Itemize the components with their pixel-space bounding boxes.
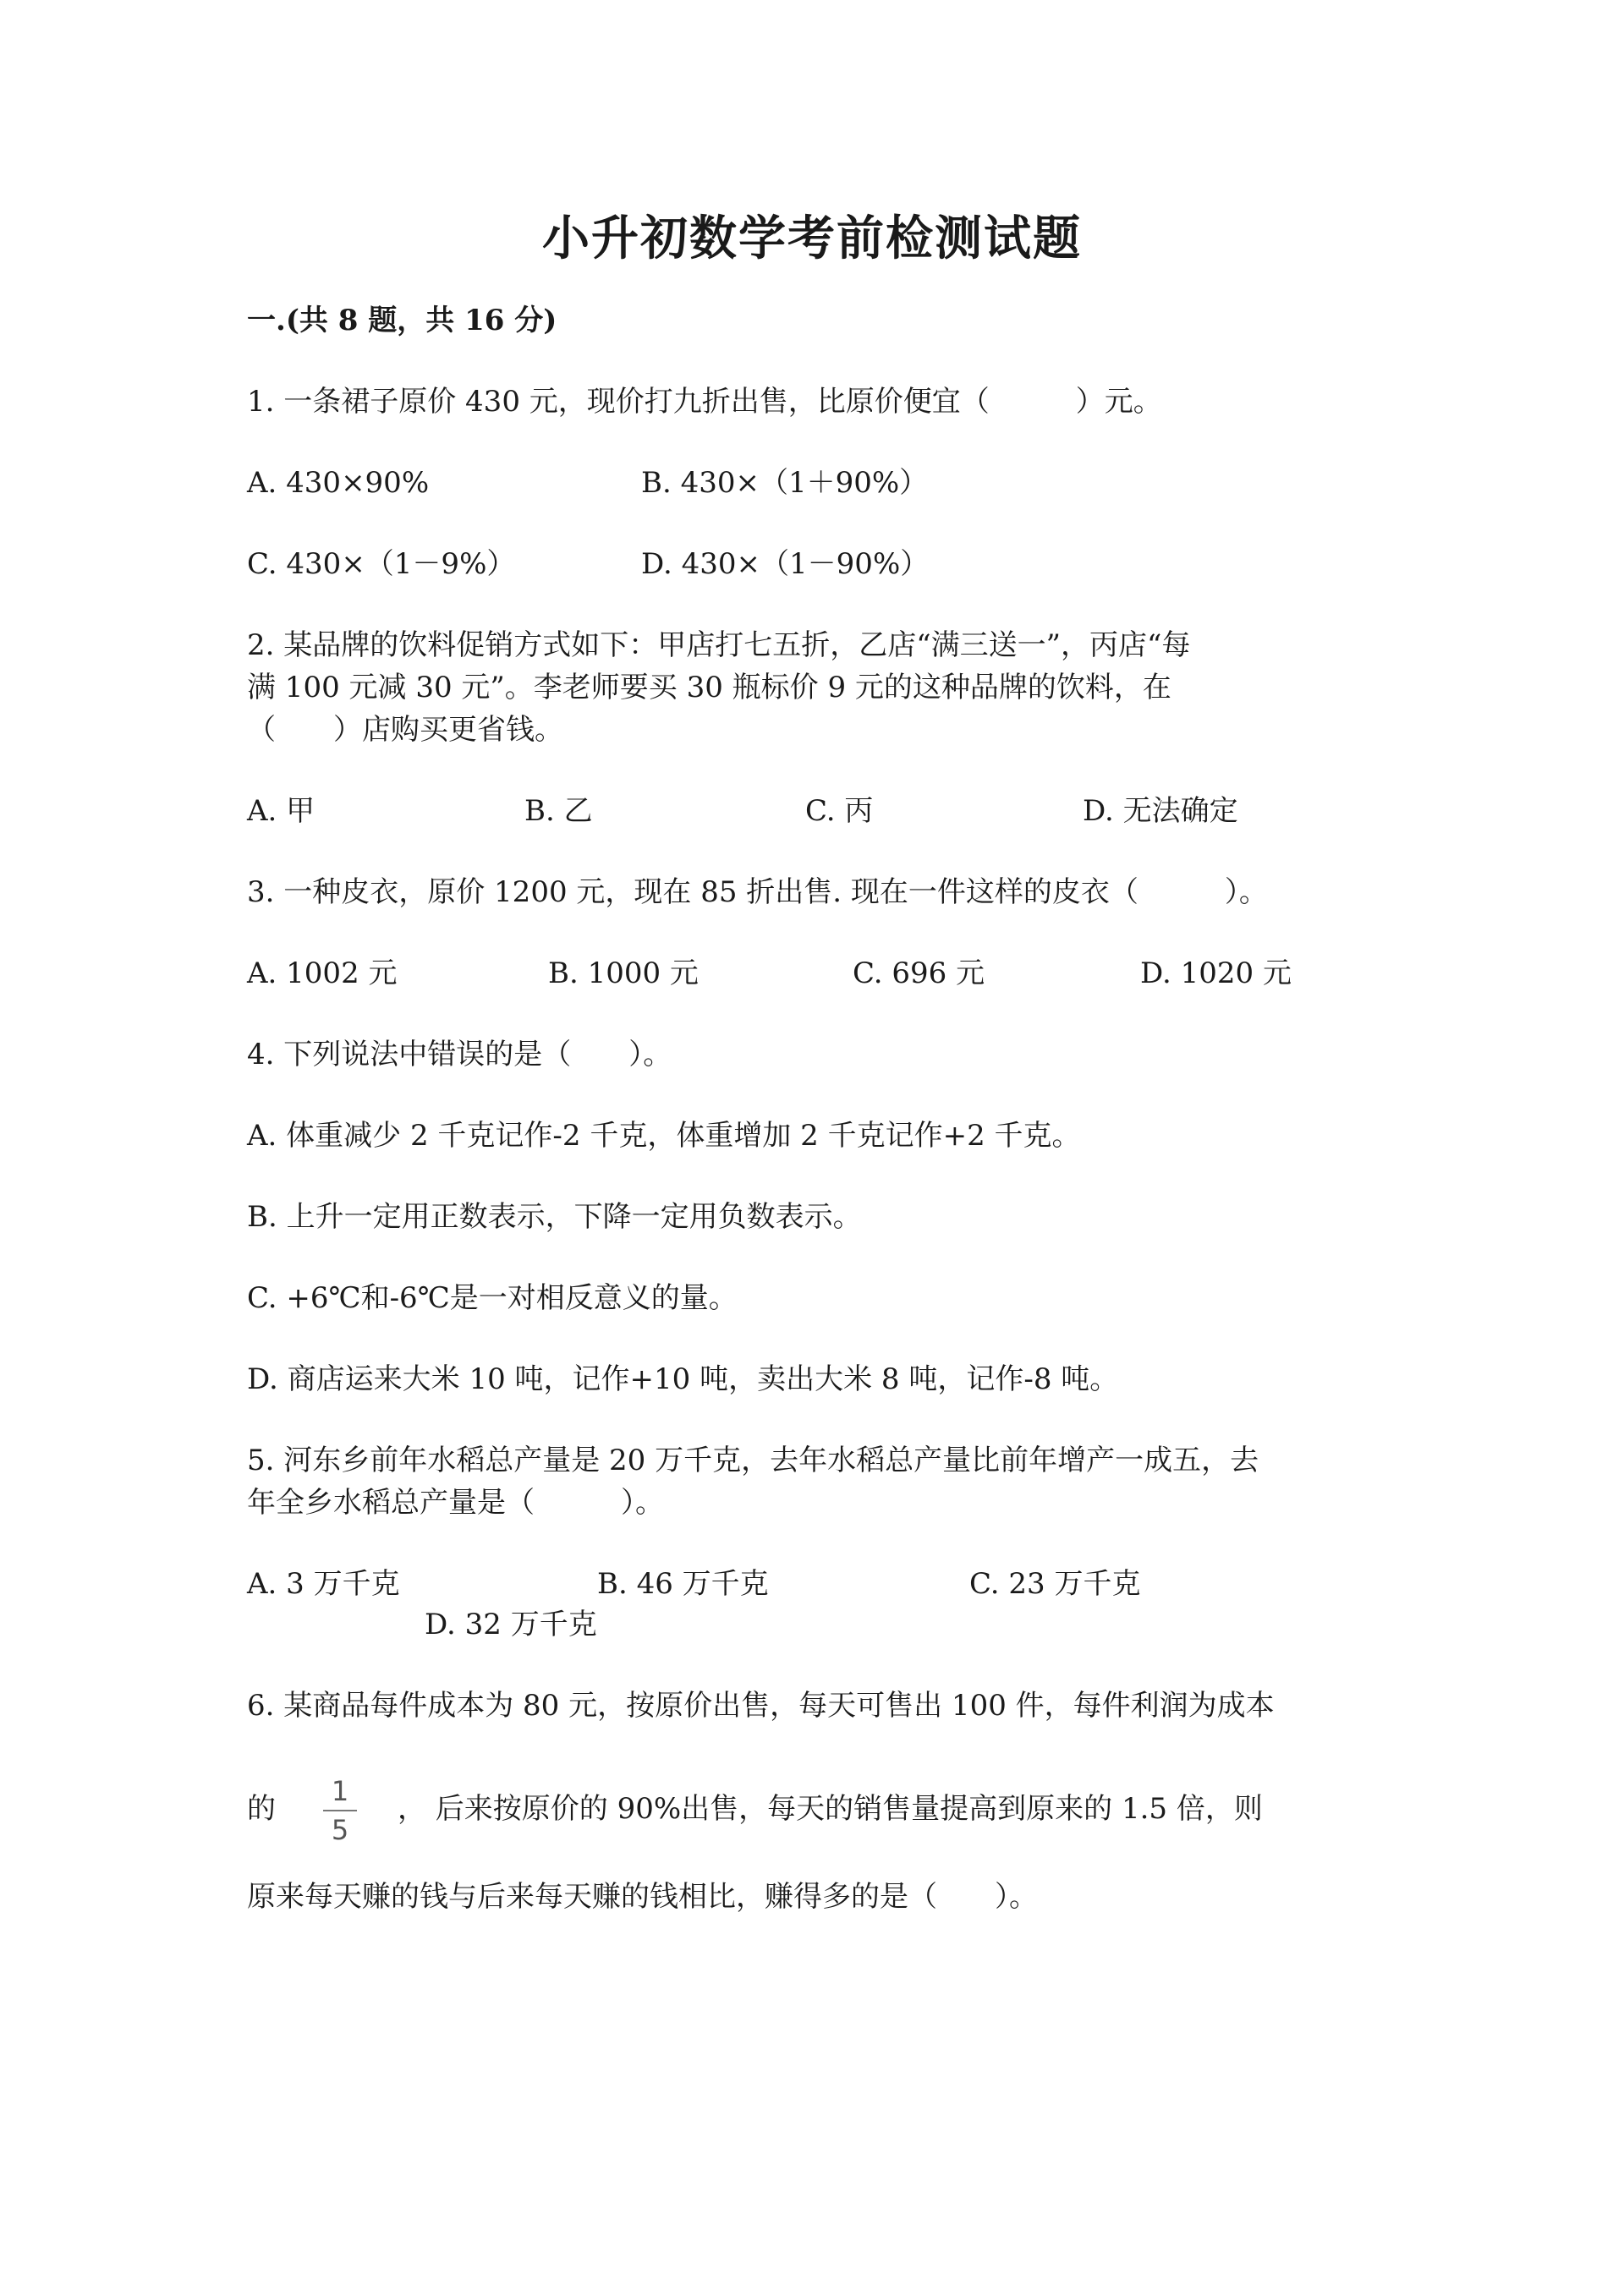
fraction-one-fifth — [323, 1775, 357, 1846]
question-3-option-d: D. 1020 元 — [1140, 956, 1292, 990]
question-2-option-d: D. 无法确定 — [1083, 794, 1238, 828]
question-2-option-b: B. 乙 — [524, 794, 593, 828]
question-6-stem-line-2-prefix: 的 — [247, 1792, 276, 1826]
question-1-option-b: B. 430×（1＋90%） — [641, 466, 929, 500]
question-3-option-c: C. 696 元 — [853, 956, 985, 990]
question-4-option-a: A. 体重减少 2 千克记作-2 千克，体重增加 2 千克记作+2 千克。 — [247, 1119, 1081, 1153]
question-2-option-a: A. 甲 — [247, 794, 315, 828]
question-2-stem-line-1: 2. 某品牌的饮料促销方式如下：甲店打七五折，乙店“满三送一”，丙店“每 — [247, 628, 1191, 662]
question-4-option-c: C. +6℃和-6℃是一对相反意义的量。 — [247, 1281, 738, 1315]
question-2-stem-line-3: （ ）店购买更省钱。 — [247, 713, 563, 747]
fraction-numerator: 1 — [331, 1775, 349, 1807]
question-5-option-a: A. 3 万千克 — [247, 1567, 400, 1601]
question-6-stem-line-2-suffix: ， 后来按原价的 90%出售，每天的销售量提高到原来的 1.5 倍，则 — [398, 1792, 1263, 1826]
question-1-option-a: A. 430×90% — [247, 466, 430, 500]
fraction-bar — [323, 1810, 357, 1811]
question-5-option-b: B. 46 万千克 — [597, 1567, 769, 1601]
question-1-option-c: C. 430×（1－9%） — [247, 547, 516, 581]
page-title: 小升初数学考前检测试题 — [542, 211, 1082, 266]
question-4-option-d: D. 商店运来大米 10 吨，记作+10 吨，卖出大米 8 吨，记作-8 吨。 — [247, 1362, 1119, 1396]
question-4-stem: 4. 下列说法中错误的是（ ）。 — [247, 1038, 672, 1071]
question-5-stem-line-2: 年全乡水稻总产量是（ ）。 — [247, 1486, 664, 1520]
question-6-stem-line-1: 6. 某商品每件成本为 80 元，按原价出售，每天可售出 100 件，每件利润为成本 — [247, 1689, 1275, 1723]
question-1-option-d: D. 430×（1－90%） — [641, 547, 930, 581]
question-3-option-b: B. 1000 元 — [548, 956, 699, 990]
question-6-stem-line-3: 原来每天赚的钱与后来每天赚的钱相比，赚得多的是（ ）。 — [247, 1880, 1038, 1914]
question-4-option-b: B. 上升一定用正数表示，下降一定用负数表示。 — [247, 1200, 862, 1234]
question-5-option-d: D. 32 万千克 — [425, 1608, 597, 1641]
section-heading: 一.(共 8 题，共 16 分) — [247, 304, 557, 337]
question-2-stem-line-2: 满 100 元减 30 元”。李老师要买 30 瓶标价 9 元的这种品牌的饮料，在 — [247, 671, 1171, 704]
question-3-option-a: A. 1002 元 — [247, 956, 398, 990]
fraction-denominator: 5 — [331, 1814, 349, 1846]
question-5-stem-line-1: 5. 河东乡前年水稻总产量是 20 万千克，去年水稻总产量比前年增产一成五，去 — [247, 1444, 1259, 1477]
question-3-stem: 3. 一种皮衣，原价 1200 元，现在 85 折出售. 现在一件这样的皮衣（ ）。 — [247, 875, 1268, 909]
question-2-option-c: C. 丙 — [805, 794, 874, 828]
question-1-stem: 1. 一条裙子原价 430 元，现价打九折出售，比原价便宜（ ）元。 — [247, 385, 1162, 419]
question-5-option-c: C. 23 万千克 — [969, 1567, 1141, 1601]
